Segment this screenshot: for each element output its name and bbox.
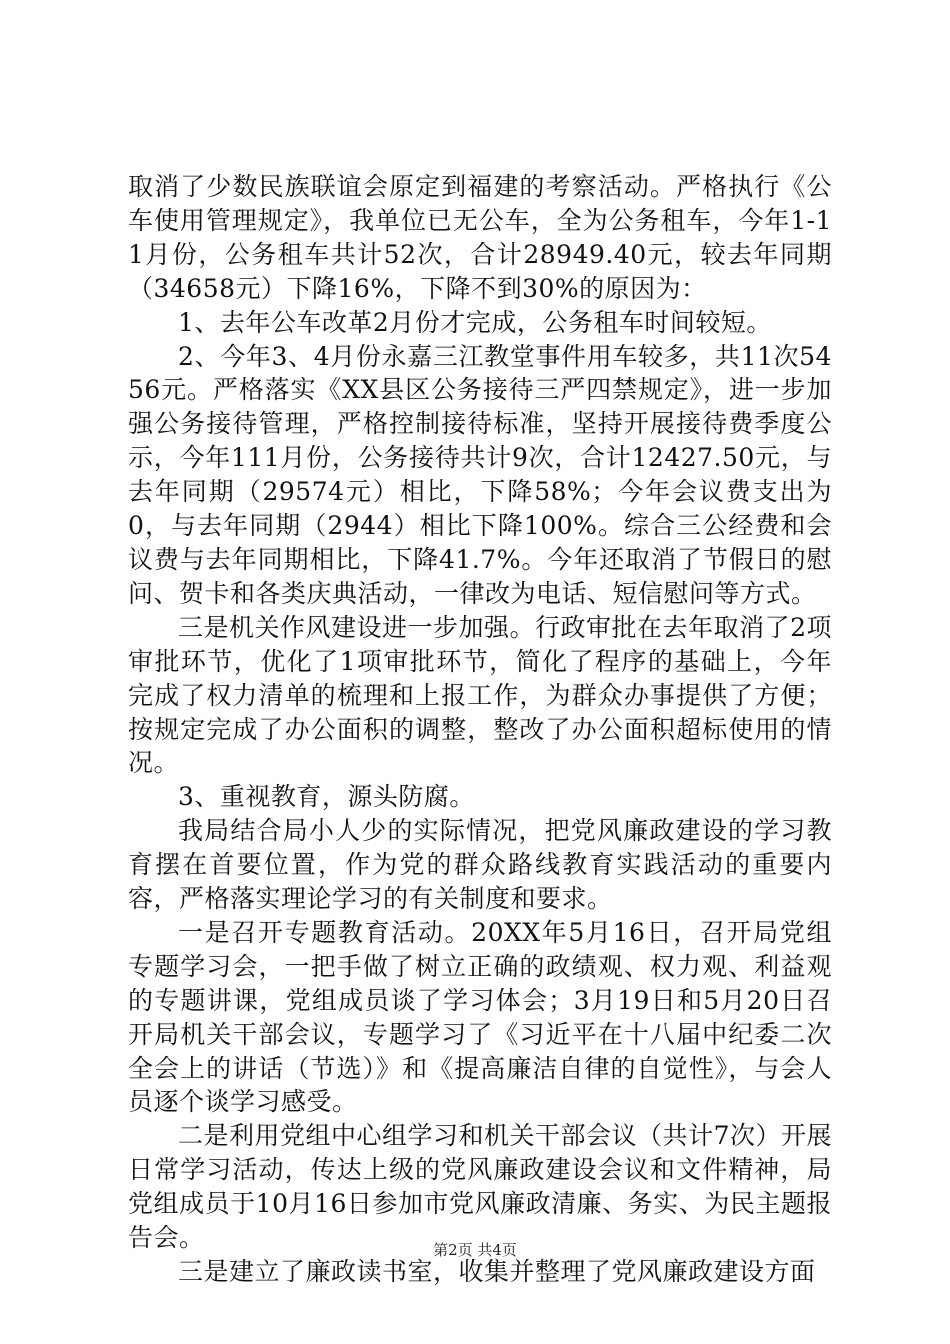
paragraph-reading-room: 三是建立了廉政读书室，收集并整理了党风廉政建设方面 [178, 1257, 816, 1286]
paragraph-continued: 取消了少数民族联谊会原定到福建的考察活动。严格执行《公车使用管理规定》，我单位已无公车，全为公务租车，今年1-11月份，公务租车共计52次，合计28949.40元，较去年同期（34658元）下降16%，下降不到30%的原因为： [128, 172, 832, 303]
paragraph-topic-education: 一是召开专题教育活动。20XX年5月16日，召开局党组专题学习会，一把手做了树立正确的政绩观、权力观、利益观的专题讲课，党组成员谈了学习体会；3月19日和5月20日召开局机关干部会议，专题学习了《习近平在十八届中纪委二次全会上的讲话（节选）》和《提高廉洁自律的自觉性》，与会人员逐个谈学习感受。 [128, 917, 832, 1117]
document-body [128, 170, 832, 1289]
paragraph-education-intro: 我局结合局小人少的实际情况，把党风廉政建设的学习教育摆在首要位置，作为党的群众路线教育实践活动的重要内容，严格落实理论学习的有关制度和要求。 [128, 816, 832, 914]
section-heading-education: 3、重视教育，源头防腐。 [178, 782, 475, 812]
paragraph-item-2: 2、今年3、4月份永嘉三江教堂事件用车较多，共11次5456元。严格落实《XX县区公务接待三严四禁规定》，进一步加强公务接待管理，严格控制接待标准，坚持开展接待费季度公示，今年111月份，公务接待共计9次，合计12427.50元，与去年同期（29574元）相比，下降58%；今年会议费支出为0，与去年同期（2944）相比下降100%。综合三公经费和会议费与去年同期相比，下降41.7%。今年还取消了节假日的慰问、贺卡和各类庆典活动，一律改为电话、短信慰问等方式。 [128, 341, 832, 608]
paragraph-style-building: 三是机关作风建设进一步加强。行政审批在去年取消了2项审批环节，优化了1项审批环节，简化了程序的基础上，今年完成了权力清单的梳理和上报工作，为群众办事提供了方便；按规定完成了办公面积的调整，整改了办公面积超标使用的情况。 [128, 612, 832, 778]
page-number-footer: 第2页 共4页 [433, 1241, 517, 1259]
paragraph-daily-study: 二是利用党组中心组学习和机关干部会议（共计7次）开展日常学习活动，传达上级的党风廉政建设会议和文件精神，局党组成员于10月16日参加市党风廉政清廉、务实、为民主题报告会。 [128, 1121, 832, 1253]
paragraph-item-1: 1、去年公车改革2月份才完成，公务租车时间较短。 [178, 307, 772, 337]
